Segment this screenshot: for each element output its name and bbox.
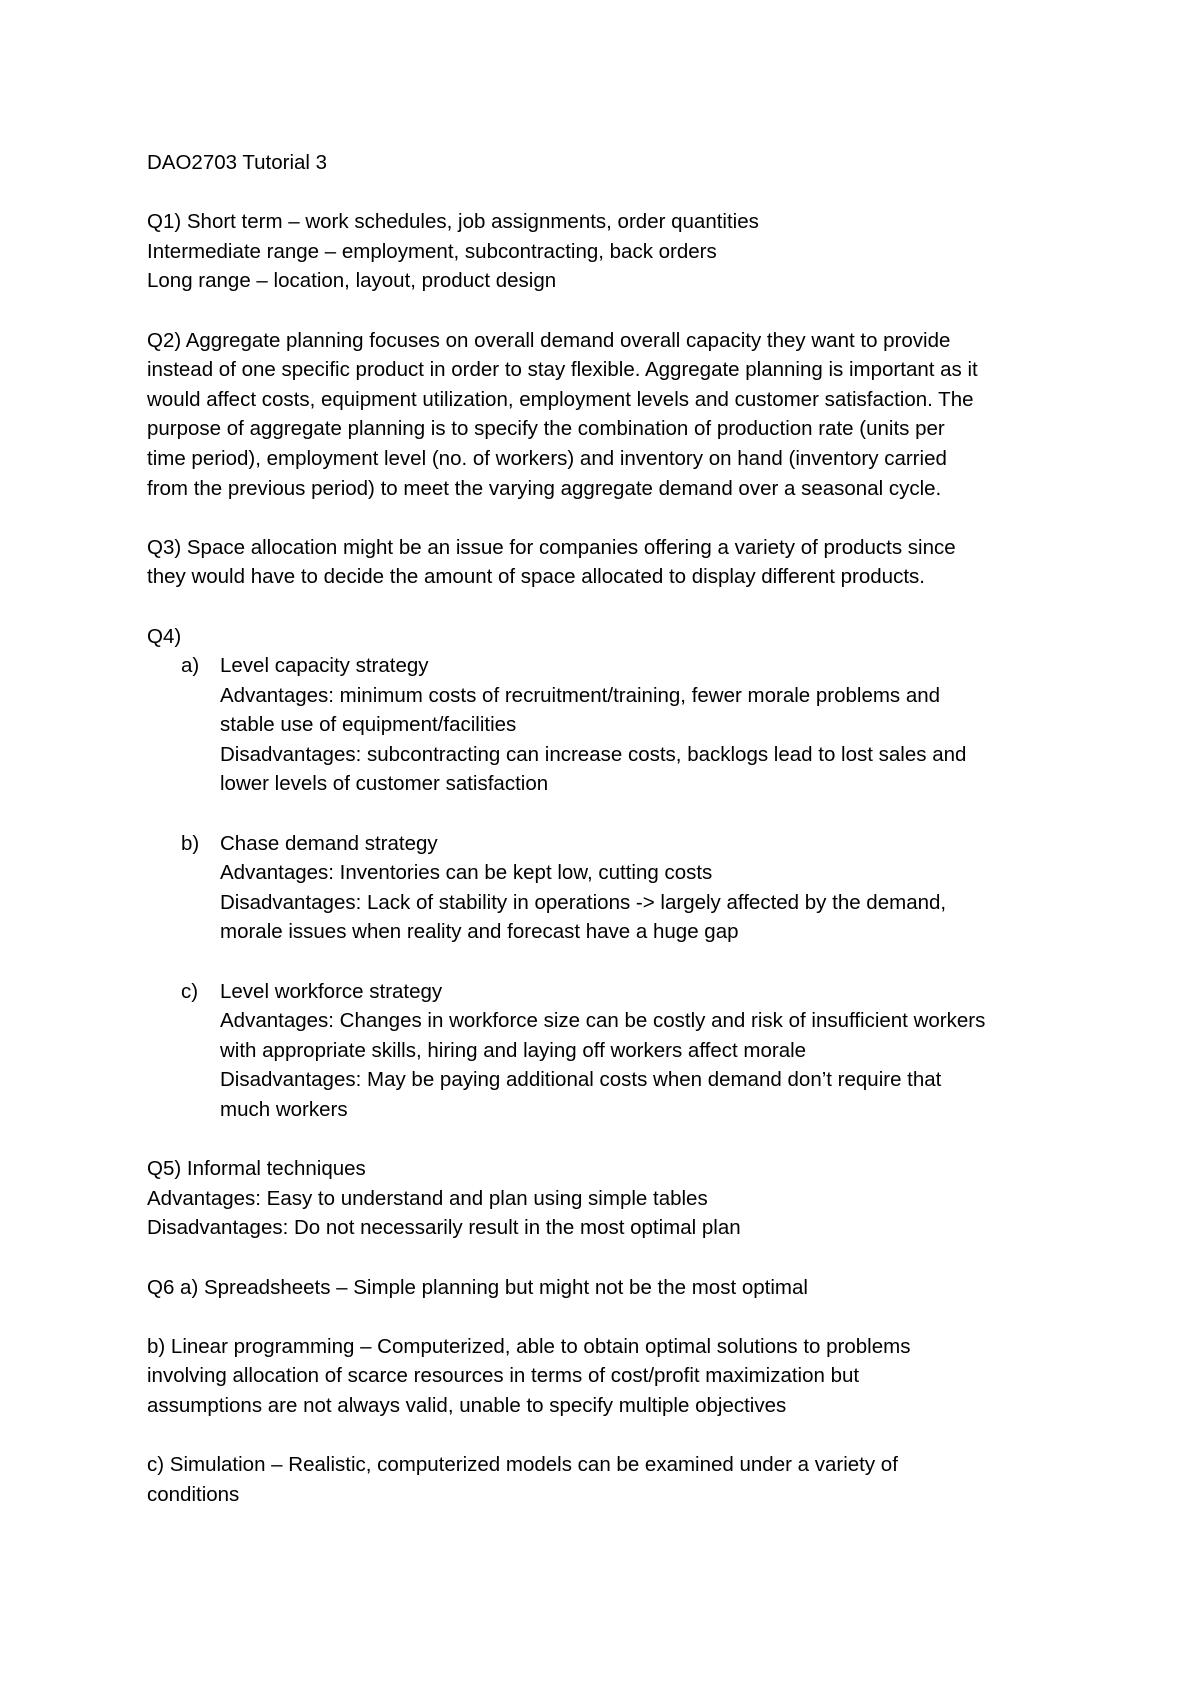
q6c-answer (147, 1450, 1067, 1509)
q4-item-c (147, 977, 1067, 1125)
q1-line: Intermediate range – employment, subcontracting, back orders (147, 239, 717, 263)
spacer (147, 1243, 1067, 1273)
q4-item-line: Level capacity strategy (220, 654, 429, 678)
q4-item-line: Disadvantages: Lack of stability in operations -> largely affected by the demand, (220, 890, 947, 914)
q4-item-line: lower levels of customer satisfaction (220, 772, 549, 796)
document-body (147, 148, 1067, 1509)
q2-line: purpose of aggregate planning is to specify the combination of production rate (units per (147, 417, 945, 441)
spacer (147, 1421, 1067, 1451)
list-marker: c) (181, 979, 199, 1003)
spacer (147, 1302, 1067, 1332)
q2-answer (147, 326, 1067, 504)
q6c-line: c) Simulation – Realistic, computerized models can be examined under a variety of (147, 1453, 898, 1477)
q1-line: Q1) Short term – work schedules, job assignments, order quantities (147, 210, 759, 234)
spacer (147, 296, 1067, 326)
q6a-line: Q6 a) Spreadsheets – Simple planning but might not be the most optimal (147, 1275, 808, 1299)
q4-item-b (147, 829, 1067, 947)
spacer (147, 799, 1067, 829)
q6b-line: involving allocation of scarce resources in terms of cost/profit maximization but (147, 1364, 860, 1388)
spacer (147, 1125, 1067, 1155)
q5-line: Advantages: Easy to understand and plan using simple tables (147, 1186, 708, 1210)
q6b-line: assumptions are not always valid, unable to specify multiple objectives (147, 1393, 787, 1417)
q4-answer (147, 622, 1067, 1125)
q4-item-line: morale issues when reality and forecast have a huge gap (220, 920, 739, 944)
q6a-answer (147, 1273, 1067, 1303)
q5-answer (147, 1154, 1067, 1243)
q2-line: Q2) Aggregate planning focuses on overall demand overall capacity they want to provide (147, 328, 951, 352)
q4-item-line: stable use of equipment/facilities (220, 713, 517, 737)
q2-line: would affect costs, equipment utilization, employment levels and customer satisfaction. The (147, 387, 974, 411)
q3-line: they would have to decide the amount of space allocated to display different products. (147, 565, 925, 589)
list-marker: a) (181, 654, 200, 678)
q4-item-line: Disadvantages: subcontracting can increase costs, backlogs lead to lost sales and (220, 742, 967, 766)
q3-answer (147, 533, 1067, 592)
q1-answer (147, 207, 1067, 296)
q6b-answer (147, 1332, 1067, 1421)
q4-item-line: Chase demand strategy (220, 831, 438, 855)
q4-item-line: much workers (220, 1098, 348, 1121)
spacer (147, 947, 1067, 977)
spacer (147, 592, 1067, 622)
q1-line: Long range – location, layout, product design (147, 269, 557, 293)
q4-item-line: with appropriate skills, hiring and laying off workers affect morale (220, 1038, 807, 1062)
q2-line: from the previous period) to meet the varying aggregate demand over a seasonal cycle. (147, 476, 942, 500)
q6b-line: b) Linear programming – Computerized, able to obtain optimal solutions to problems (147, 1334, 911, 1358)
q4-item-line: Level workforce strategy (220, 979, 443, 1003)
q5-line: Q5) Informal techniques (147, 1157, 366, 1181)
q4-item-line: Advantages: minimum costs of recruitment/training, fewer morale problems and (220, 683, 941, 707)
q3-line: Q3) Space allocation might be an issue for companies offering a variety of products since (147, 535, 956, 559)
q5-line: Disadvantages: Do not necessarily result in the most optimal plan (147, 1216, 741, 1240)
q4-item-line: Disadvantages: May be paying additional costs when demand don’t require that (220, 1068, 942, 1092)
spacer (147, 178, 1067, 208)
q4-heading: Q4) (147, 624, 182, 648)
q2-line: instead of one specific product in order to stay flexible. Aggregate planning is important as it (147, 358, 978, 382)
q6c-line: conditions (147, 1482, 240, 1506)
list-marker: b) (181, 831, 200, 855)
q4-item-line: Advantages: Changes in workforce size can be costly and risk of insufficient workers (220, 1009, 986, 1033)
spacer (147, 503, 1067, 533)
q2-line: time period), employment level (no. of workers) and inventory on hand (inventory carried (147, 446, 947, 470)
q4-item-line: Advantages: Inventories can be kept low, cutting costs (220, 861, 713, 885)
q4-item-a (147, 651, 1067, 799)
document-title: DAO2703 Tutorial 3 (147, 151, 328, 174)
